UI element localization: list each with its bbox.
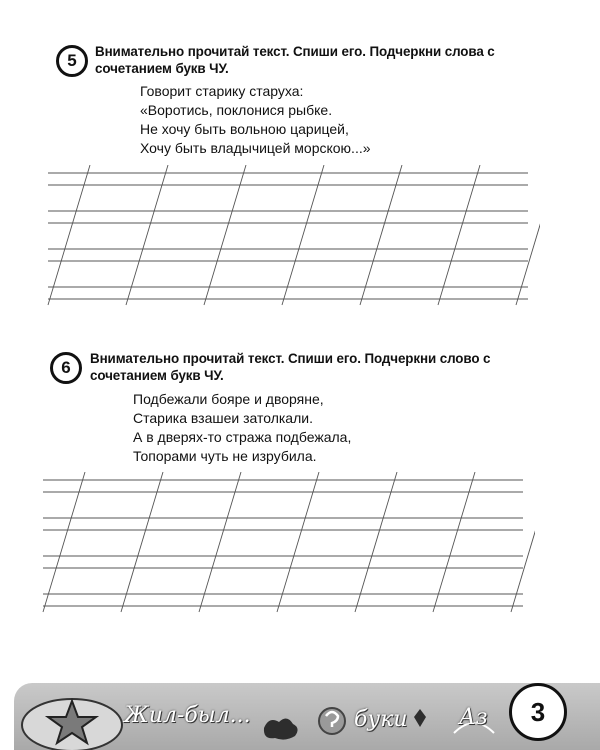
poem-line: Говорит старику старуха: xyxy=(140,83,304,99)
footer-text-az: Аз xyxy=(459,705,488,730)
grid-slant-line xyxy=(277,472,319,612)
poem-line: «Воротись, поклонися рыбке. xyxy=(140,102,333,118)
ink-drop-icon xyxy=(414,709,426,727)
grid-slant-line xyxy=(516,165,540,305)
poem-line: Хочу быть владычицей морскою...» xyxy=(140,140,371,156)
task-number-6: 6 xyxy=(50,352,82,384)
poem-line: Подбежали бояре и дворяне, xyxy=(133,391,324,407)
grid-slant-line xyxy=(360,165,402,305)
grid-slant-line xyxy=(438,165,480,305)
poem-line: Старика взашеи затолкали. xyxy=(133,410,313,426)
task-6-poem xyxy=(133,390,351,466)
poem-line: А в дверях-то стража подбежала, xyxy=(133,429,352,445)
grid-slant-line xyxy=(204,165,246,305)
blot-icon xyxy=(264,718,298,739)
grid-slant-line xyxy=(121,472,163,612)
grid-slant-line xyxy=(43,472,85,612)
grid-slant-line xyxy=(355,472,397,612)
footer-text-buki: буки xyxy=(354,707,408,732)
grid-slant-line xyxy=(126,165,168,305)
footer-text-zhil-byl: Жил-был... xyxy=(124,703,251,728)
handwriting-grid-6[interactable] xyxy=(35,472,535,617)
task-number-5: 5 xyxy=(56,45,88,77)
poem-line: Топорами чуть не изрубила. xyxy=(133,448,317,464)
page-number: 3 xyxy=(509,683,567,741)
grid-slant-line xyxy=(199,472,241,612)
task-5-instruction: Внимательно прочитай текст. Спиши его. Подчеркни слова с сочетанием букв ЧУ. xyxy=(95,44,495,76)
task-5-poem xyxy=(140,82,371,158)
grid-slant-line xyxy=(433,472,475,612)
task-6-instruction: Внимательно прочитай текст. Спиши его. Подчеркни слово с сочетанием букв ЧУ. xyxy=(90,351,491,383)
grid-slant-line xyxy=(511,472,535,612)
grid-slant-line xyxy=(48,165,90,305)
grid-slant-line xyxy=(282,165,324,305)
handwriting-grid-5[interactable] xyxy=(40,165,540,310)
poem-line: Не хочу быть вольною царицей, xyxy=(140,121,349,137)
